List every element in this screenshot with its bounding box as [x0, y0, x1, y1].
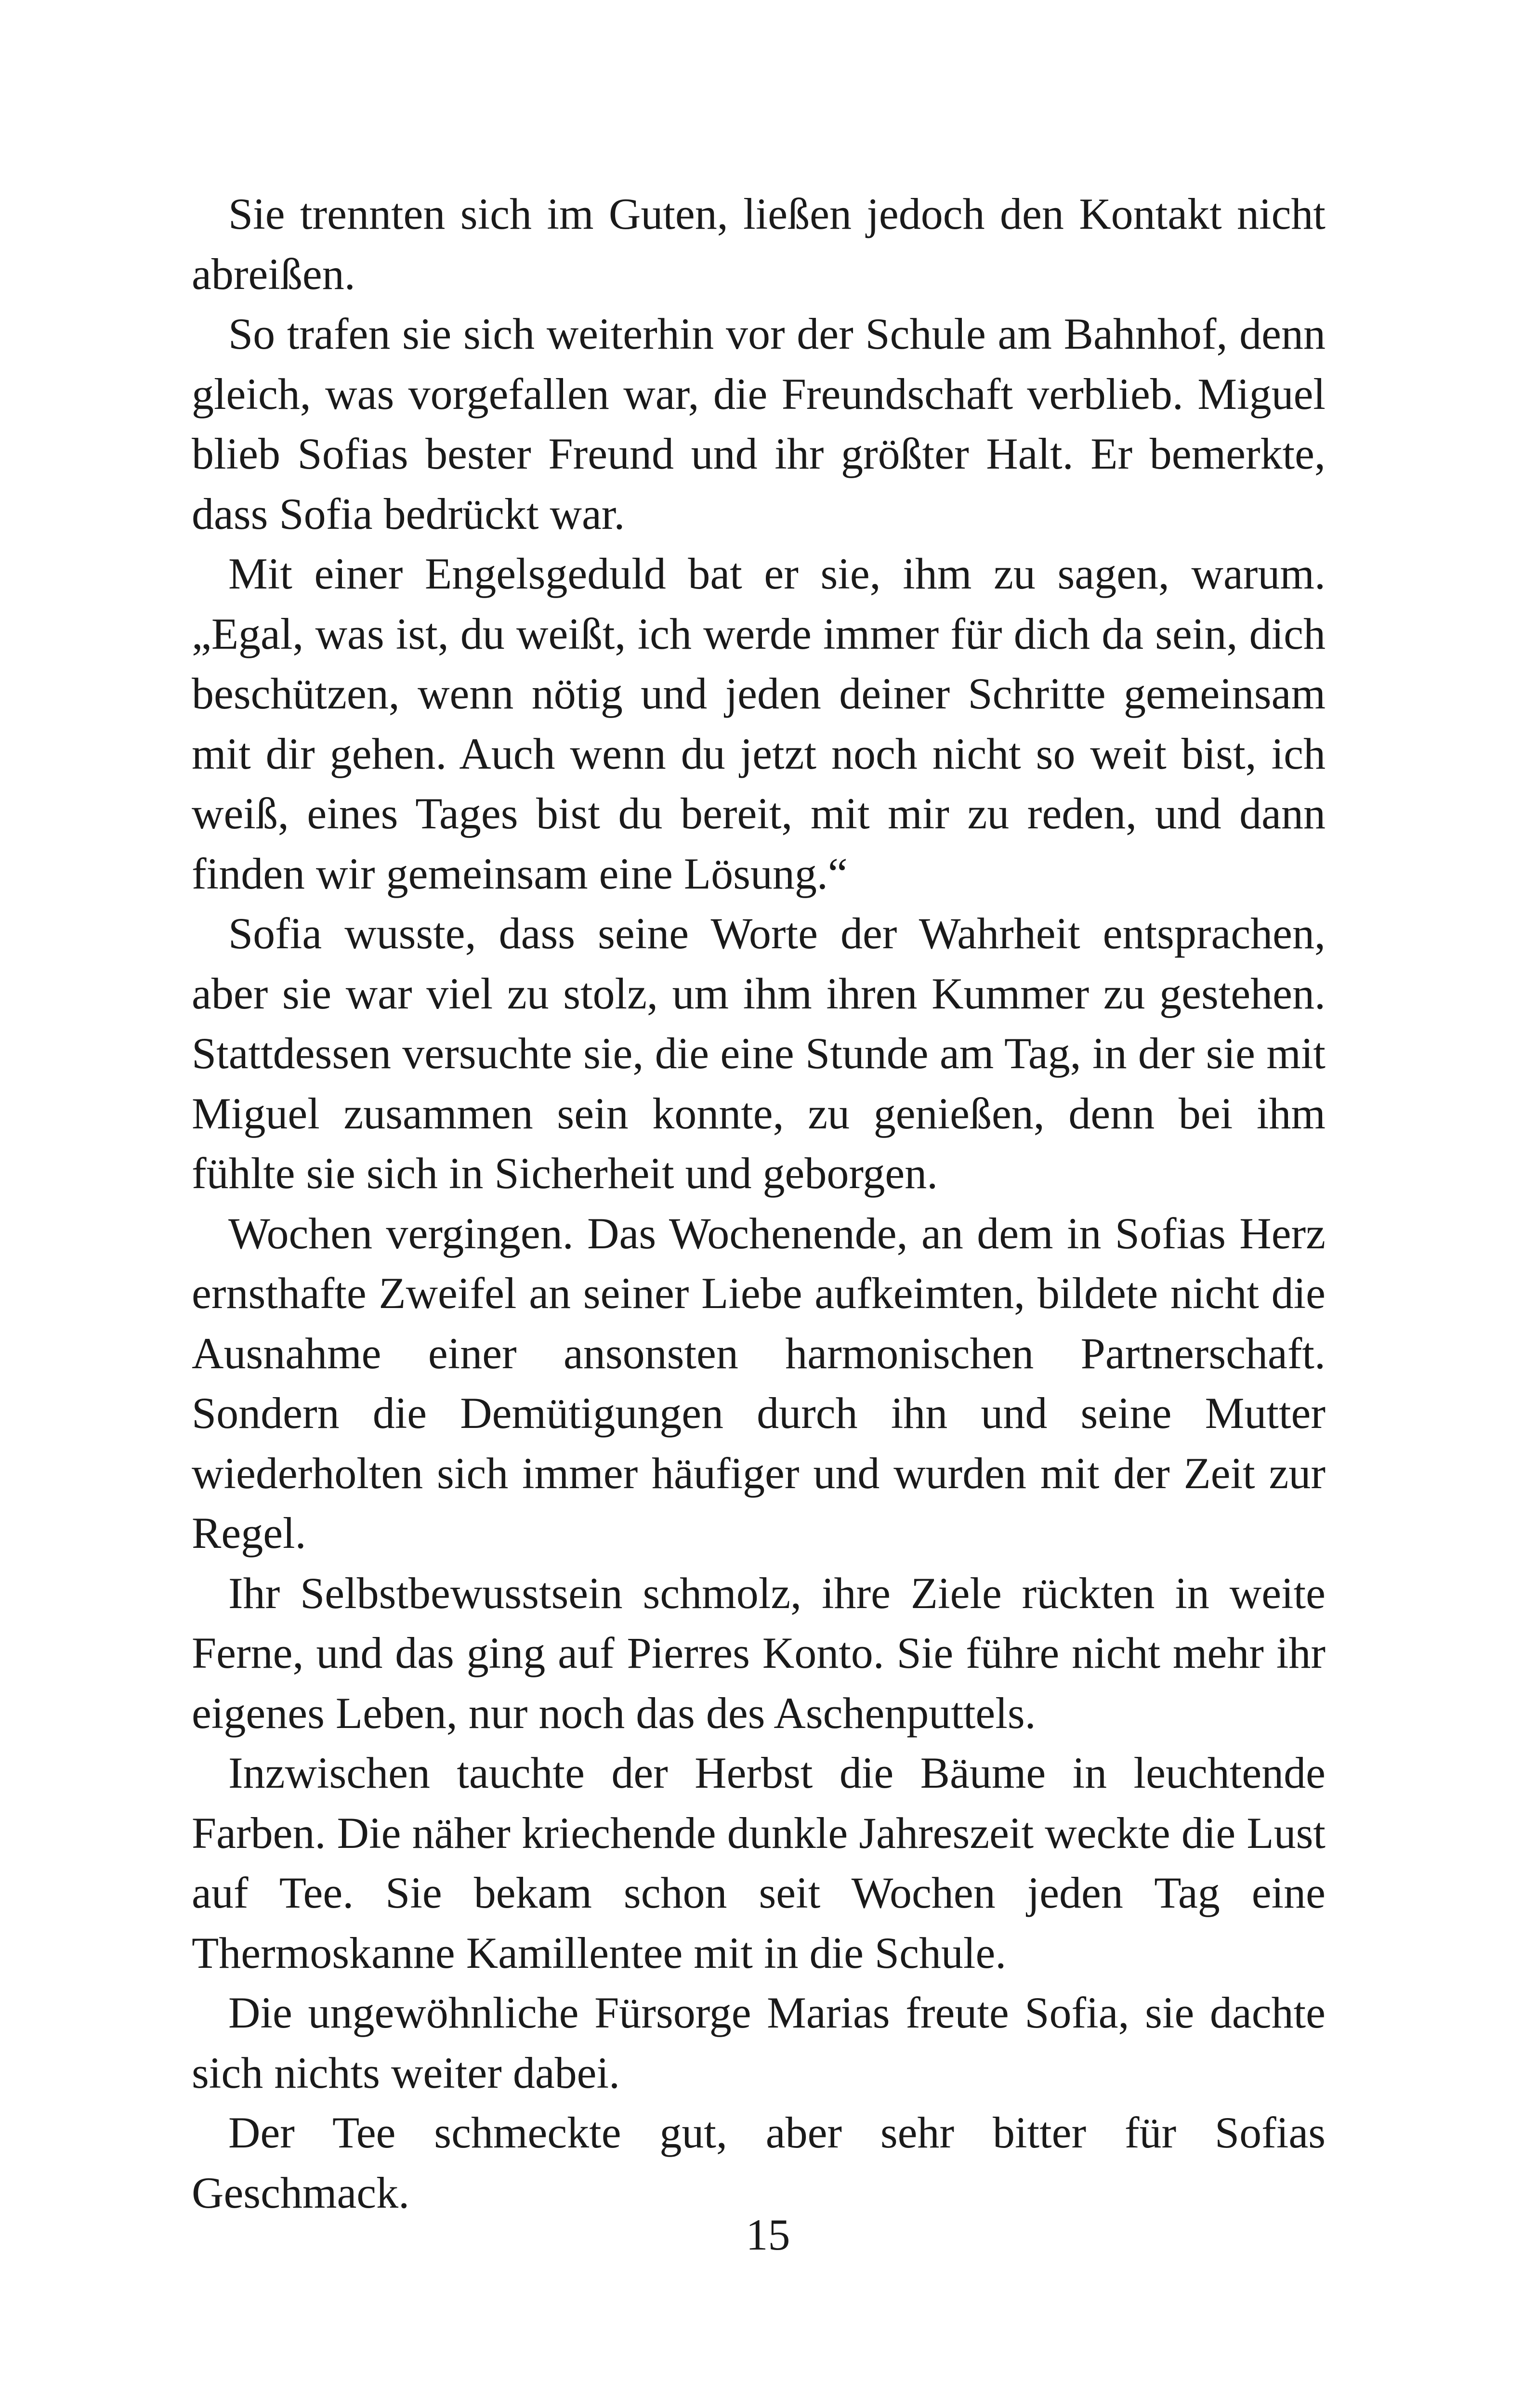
- page-number: 15: [746, 2210, 790, 2259]
- body-text: [192, 184, 1326, 2223]
- paragraph: Sie trennten sich im Guten, ließen jedoch den Kontakt nicht abreißen.: [192, 189, 1326, 299]
- paragraph: Mit einer Engelsgeduld bat er sie, ihm zu sagen, warum. „Egal, was ist, du weißt, ich werde immer für dich da sein, dich beschützen, wenn nötig und jeden deiner Schritte gemeinsam mit dir gehen. Auch wenn du jetzt noch nicht so weit bist, ich weiß, eines Tages bist du bereit, mit mir zu reden, und dann finden wir gemeinsam eine Lösung.“: [192, 549, 1326, 898]
- paragraph: Inzwischen tauchte der Herbst die Bäume in leuchtende Farben. Die näher kriechende dunkle Jahreszeit weckte die Lust auf Tee. Sie bekam schon seit Wochen jeden Tag eine Thermoskanne Kamillentee mit in die Schule.: [192, 1748, 1326, 1977]
- paragraph: Der Tee schmeckte gut, aber sehr bitter für Sofias Geschmack.: [192, 2108, 1326, 2217]
- paragraph: So trafen sie sich weiterhin vor der Schule am Bahnhof, denn gleich, was vorgefallen war, die Freundschaft verblieb. Miguel blieb Sofias bester Freund und ihr größter Halt. Er bemerkte, dass Sofia bedrückt war.: [192, 309, 1326, 538]
- paragraph: Sofia wusste, dass seine Worte der Wahrheit entsprachen, aber sie war viel zu stolz, um ihm ihren Kummer zu gestehen. Stattdessen versuchte sie, die eine Stunde am Tag, in der sie mit Miguel zusammen sein konnte, zu genießen, denn bei ihm fühlte sie sich in Sicherheit und geborgen.: [192, 909, 1326, 1198]
- paragraph: Wochen vergingen. Das Wochenende, an dem in Sofias Herz ernsthafte Zweifel an seiner Liebe aufkeimten, bildete nicht die Ausnahme einer ansonsten harmonischen Partnerschaft. Sondern die Demütigungen durch ihn und seine Mutter wiederholten sich immer häufiger und wurden mit der Zeit zur Regel.: [192, 1208, 1326, 1557]
- paragraph: Die ungewöhnliche Fürsorge Marias freute Sofia, sie dachte sich nichts weiter dabei.: [192, 1988, 1326, 2097]
- paragraph: Ihr Selbstbewusstsein schmolz, ihre Ziele rückten in weite Ferne, und das ging auf Pierres Konto. Sie führe nicht mehr ihr eigenes Leben, nur noch das des Aschenputtels.: [192, 1568, 1326, 1738]
